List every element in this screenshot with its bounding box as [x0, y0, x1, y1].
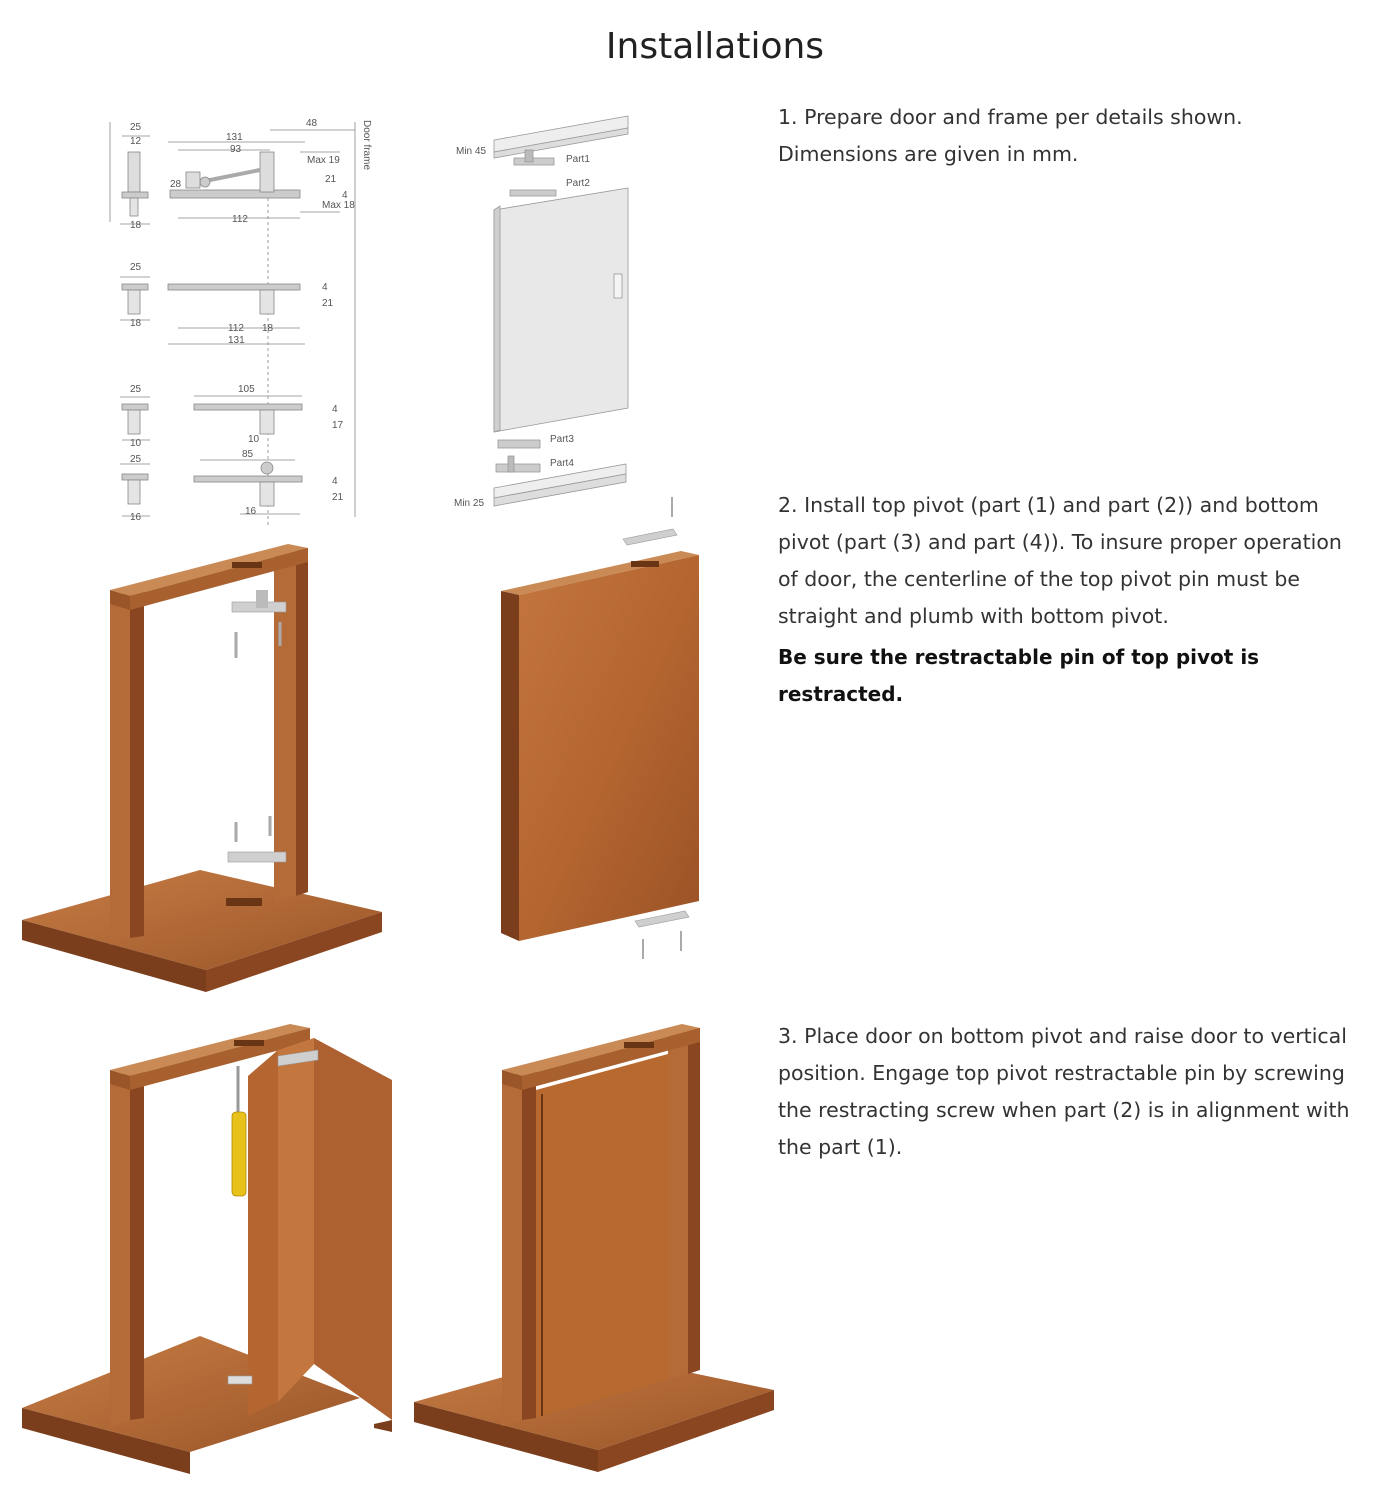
step-1	[778, 99, 1368, 173]
step-warning: Be sure the restractable pin of top pivot is restracted.	[778, 645, 1260, 706]
dim-label: Door frame	[361, 120, 372, 171]
dim-label: 21	[332, 492, 344, 503]
step-2	[778, 487, 1368, 713]
part4-label: Part4	[550, 458, 574, 469]
dim-label: 25	[130, 262, 142, 273]
dim-label: 18	[130, 220, 142, 231]
step-text-line: 1. Prepare door and frame per details shown.	[778, 105, 1243, 129]
dim-label: 25	[130, 454, 142, 465]
dim-label: 10	[130, 438, 142, 449]
dim-label: 105	[238, 384, 255, 395]
dim-label: 18	[262, 323, 274, 334]
dim-label: 21	[322, 298, 334, 309]
dim-label: 25	[130, 384, 142, 395]
door-with-pivots-illustration	[495, 495, 710, 965]
dim-label: 4	[332, 404, 338, 415]
page-title: Installations	[605, 26, 825, 67]
dim-label: 4	[332, 476, 338, 487]
dim-label: 85	[242, 449, 254, 460]
dim-label: 21	[325, 174, 337, 185]
dim-label: 93	[230, 144, 242, 155]
dim-label: Max 19	[307, 155, 340, 166]
min-top-label: Min 45	[456, 146, 487, 157]
step-text-line: 3. Place door on bottom pivot and raise door to vertical	[778, 1024, 1347, 1048]
dim-label: 112	[228, 323, 244, 334]
step-text-line: of door, the centerline of the top pivot pin must be	[778, 567, 1300, 591]
step-text-line: Dimensions are given in mm.	[778, 142, 1079, 166]
step-text-line: the part (1).	[778, 1135, 903, 1159]
dim-label: 12	[130, 136, 142, 147]
dimension-drawing	[100, 112, 380, 527]
part3-label: Part3	[550, 434, 574, 445]
dim-label: 131	[228, 335, 245, 346]
dim-label: 4	[342, 190, 348, 201]
step-text-line: position. Engage top pivot restractable pin by screwing	[778, 1061, 1345, 1085]
dim-label: 4	[322, 282, 328, 293]
dim-label: 18	[130, 318, 142, 329]
installed-door-illustration	[412, 1020, 777, 1475]
frame-with-pivots-illustration	[20, 540, 385, 995]
dim-label: 25	[130, 122, 142, 133]
dim-label: Max 18	[322, 200, 355, 211]
dim-label: 17	[332, 420, 344, 431]
dim-label: 16	[130, 512, 142, 523]
min-bottom-label: Min 25	[454, 498, 485, 509]
part1-label: Part1	[566, 154, 590, 165]
dim-label: 28	[170, 179, 182, 190]
dim-label: 10	[248, 434, 260, 445]
dim-label: 112	[232, 214, 248, 225]
dim-label: 48	[306, 118, 318, 129]
step-text-line: 2. Install top pivot (part (1) and part (2)) and bottom	[778, 493, 1319, 517]
step-3	[778, 1018, 1368, 1166]
step-text-line: the restracting screw when part (2) is in alignment with	[778, 1098, 1350, 1122]
step-text-line: pivot (part (3) and part (4)). To insure proper operation	[778, 530, 1342, 554]
dim-label: 16	[245, 506, 257, 517]
part2-label: Part2	[566, 178, 590, 189]
door-raising-illustration	[20, 1020, 400, 1475]
step-text-line: straight and plumb with bottom pivot.	[778, 604, 1169, 628]
exploded-view	[450, 112, 640, 517]
dim-label: 131	[226, 132, 243, 143]
